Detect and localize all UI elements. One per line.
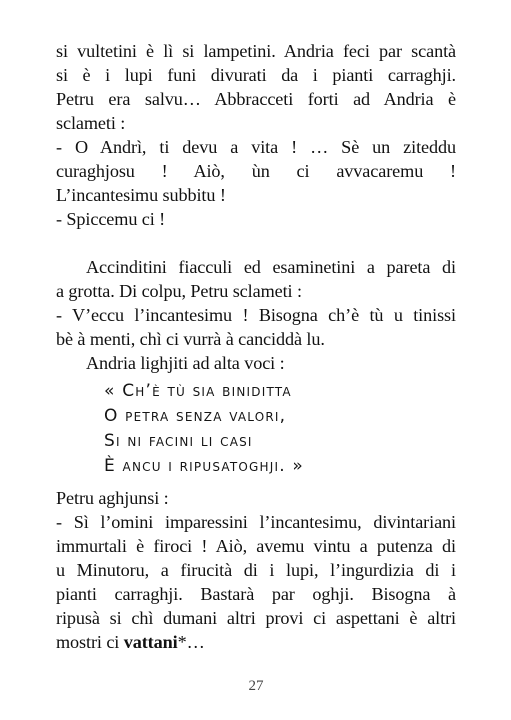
dialogue-line-4: - Spiccemu ci ! [56,209,166,229]
incantation-line-1: « Ch’è tù sia biniditta [104,381,292,401]
dialogue-line-2: curaghjosu ! Aiò, ùn ci avvacaremu ! [56,161,456,181]
text-line-2: si è i lupi funi divurati da i pianti carraghji. [56,65,456,85]
text-line-1: si vultetini è lì si lampetini. Andria feci par scantà [56,41,456,61]
book-page [56,0,456,720]
bold-term-vattani: vattani [123,632,178,652]
final-paragraph-line-6: ripusà si chì dumani altri provi ci aspettani è altri [56,608,456,628]
paragraph-2-line-3: - V’eccu l’incantesimu ! Bisogna ch’è tù u tinissi [56,305,456,325]
dialogue-line-3: L’incantesimu subbitu ! [56,185,226,205]
incantation-line-3: Si ni facini li casi [104,431,253,451]
paragraph-2-line-1: Accinditini fiacculi ed esaminetini a pareta di [86,257,456,277]
incantation-line-4: È ancu i ripusatoghji. » [104,456,305,476]
final-paragraph-line-3: immurtali è firoci ! Aiò, avemu vintu a putenza di [56,536,456,556]
final-paragraph-line-1: Petru aghjunsi : [56,488,169,508]
footnote-marker-ellipsis: *… [177,632,205,652]
final-paragraph-line-2: - Sì l’omini imparessini l’incantesimu, divintariani [56,512,456,532]
paragraph-2-line-5: Andria lighjiti ad alta voci : [86,353,285,373]
final-line-text-before: mostri ci [56,632,124,652]
final-paragraph-line-5: pianti carraghji. Bastarà par oghji. Bisogna à [56,584,456,604]
final-paragraph-line-7 [56,630,456,654]
dialogue-line-1: - O Andrì, ti devu a vita ! … Sè un ziteddu [56,137,456,157]
paragraph-2-line-4: bè à menti, chì ci vurrà à canciddà lu. [56,329,325,349]
paragraph-2-line-2: a grotta. Di colpu, Petru sclameti : [56,281,302,301]
final-paragraph-line-4: u Minutoru, a firucità di i lupi, l’ingurdizia di i [56,560,456,580]
incantation-line-2: O petra senza valori, [104,406,287,426]
page-number: 27 [248,678,264,694]
text-line-3: Petru era salvu… Abbracceti forti ad Andria è [56,89,456,109]
text-line-4: sclameti : [56,113,126,133]
